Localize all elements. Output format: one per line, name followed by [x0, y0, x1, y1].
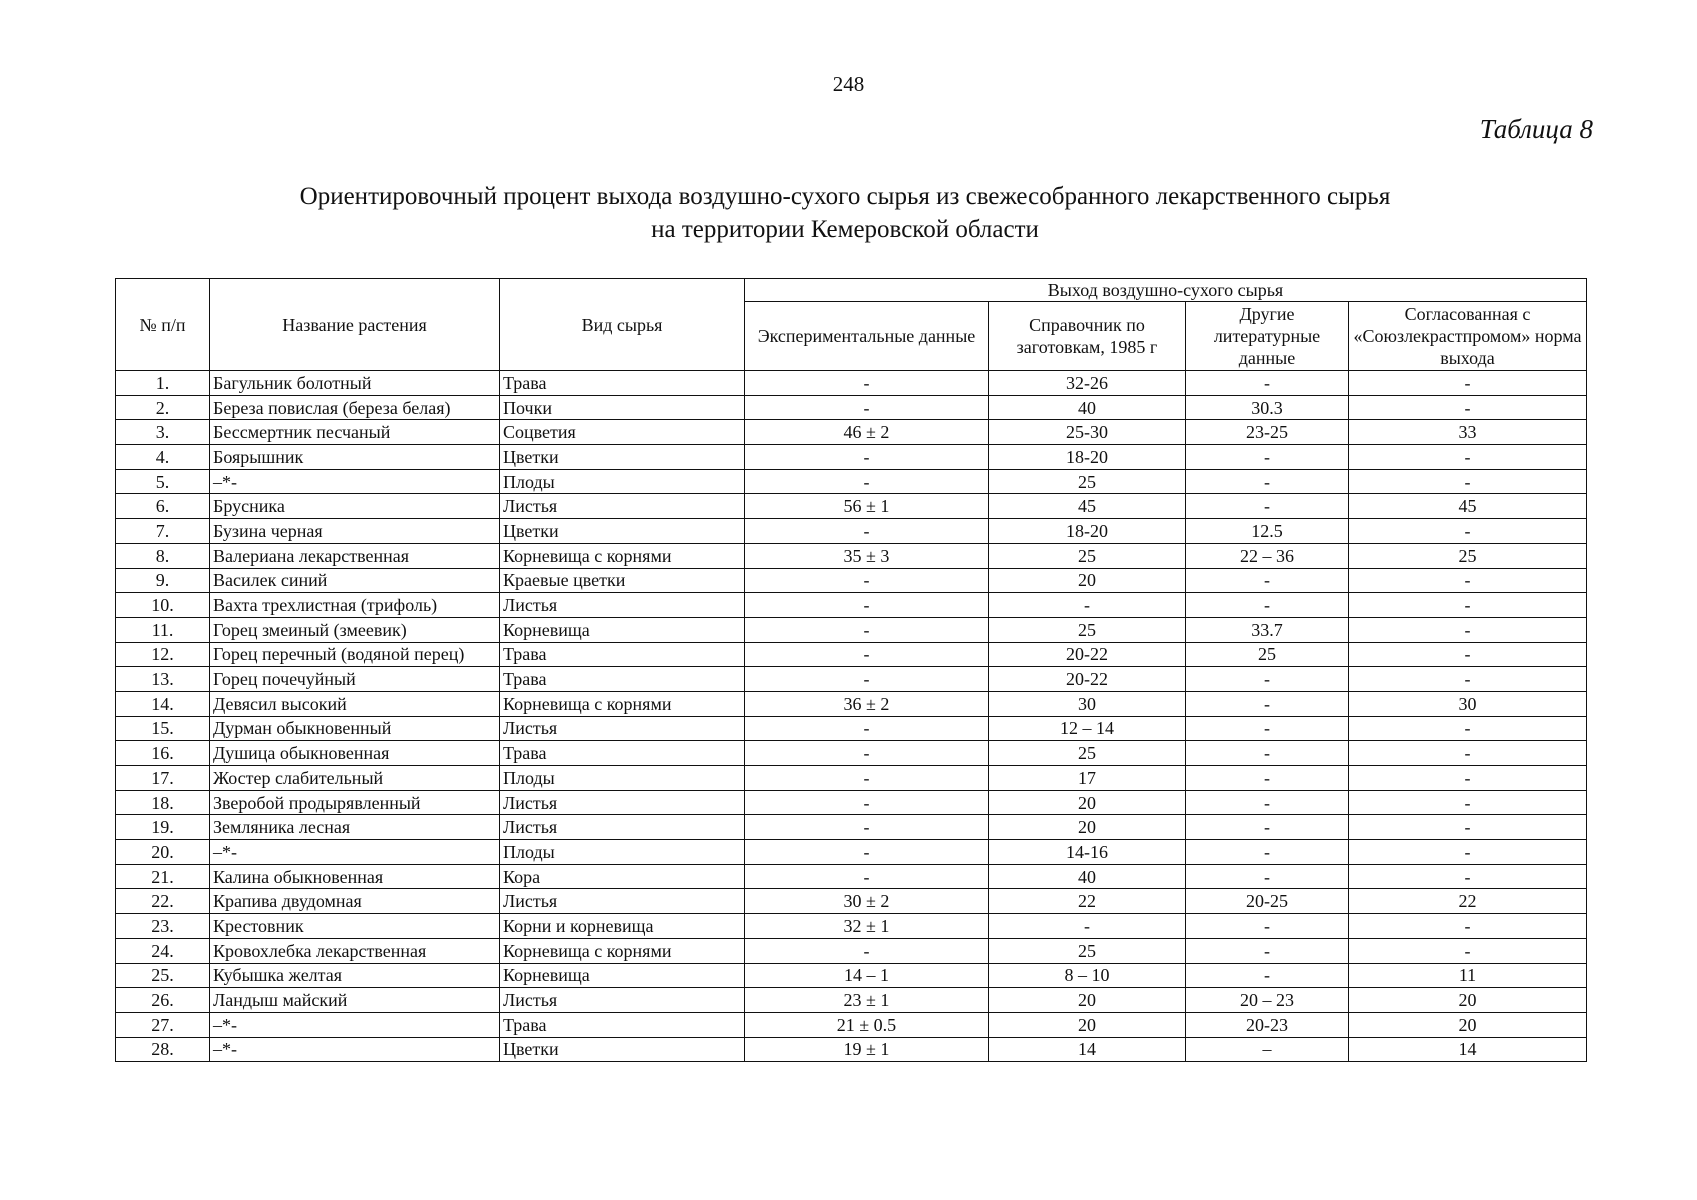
table-row	[116, 593, 1587, 618]
cell-ref: 20	[989, 1012, 1186, 1037]
cell-exp: -	[745, 617, 989, 642]
cell-raw: Корни и корневища	[500, 914, 745, 939]
cell-raw: Корневища с корнями	[500, 938, 745, 963]
table-row	[116, 469, 1587, 494]
cell-lit: -	[1186, 494, 1349, 519]
title-line-2: на территории Кемеровской области	[651, 216, 1039, 243]
cell-norm: -	[1349, 395, 1587, 420]
cell-norm: 11	[1349, 963, 1587, 988]
cell-exp: -	[745, 716, 989, 741]
cell-exp: -	[745, 840, 989, 865]
cell-name: Кубышка желтая	[210, 963, 500, 988]
cell-norm: 25	[1349, 543, 1587, 568]
cell-lit: -	[1186, 963, 1349, 988]
cell-name: Горец почечуйный	[210, 667, 500, 692]
cell-ref: 25	[989, 543, 1186, 568]
cell-norm: 33	[1349, 420, 1587, 445]
cell-name: Девясил высокий	[210, 691, 500, 716]
cell-ref: 22	[989, 889, 1186, 914]
cell-lit: -	[1186, 371, 1349, 396]
cell-num: 11.	[116, 617, 210, 642]
cell-name: –*-	[210, 1012, 500, 1037]
table-row	[116, 815, 1587, 840]
cell-lit: -	[1186, 840, 1349, 865]
cell-norm: 20	[1349, 988, 1587, 1013]
cell-exp: -	[745, 445, 989, 470]
cell-lit: -	[1186, 914, 1349, 939]
cell-ref: -	[989, 593, 1186, 618]
cell-name: Багульник болотный	[210, 371, 500, 396]
table-row	[116, 963, 1587, 988]
cell-ref: 12 – 14	[989, 716, 1186, 741]
cell-name: Калина обыкновенная	[210, 864, 500, 889]
cell-norm: -	[1349, 371, 1587, 396]
cell-exp: -	[745, 568, 989, 593]
cell-exp: -	[745, 864, 989, 889]
cell-lit: -	[1186, 593, 1349, 618]
header-name: Название растения	[210, 279, 500, 371]
cell-exp: -	[745, 593, 989, 618]
table-row	[116, 395, 1587, 420]
cell-exp: 32 ± 1	[745, 914, 989, 939]
cell-raw: Трава	[500, 741, 745, 766]
cell-exp: -	[745, 371, 989, 396]
cell-num: 2.	[116, 395, 210, 420]
table-row	[116, 716, 1587, 741]
cell-name: Вахта трехлистная (трифоль)	[210, 593, 500, 618]
cell-num: 7.	[116, 519, 210, 544]
cell-lit: -	[1186, 716, 1349, 741]
cell-lit: 20-23	[1186, 1012, 1349, 1037]
table-row	[116, 617, 1587, 642]
cell-raw: Плоды	[500, 766, 745, 791]
cell-norm: -	[1349, 790, 1587, 815]
cell-num: 12.	[116, 642, 210, 667]
cell-name: Душица обыкновенная	[210, 741, 500, 766]
data-table	[115, 278, 1587, 1062]
table-row	[116, 420, 1587, 445]
cell-lit: 33.7	[1186, 617, 1349, 642]
cell-raw: Листья	[500, 815, 745, 840]
header-row-group	[116, 279, 1587, 302]
cell-ref: -	[989, 914, 1186, 939]
cell-num: 24.	[116, 938, 210, 963]
cell-norm: 30	[1349, 691, 1587, 716]
cell-exp: -	[745, 741, 989, 766]
cell-lit: -	[1186, 766, 1349, 791]
cell-exp: -	[745, 815, 989, 840]
cell-norm: -	[1349, 469, 1587, 494]
cell-raw: Кора	[500, 864, 745, 889]
cell-raw: Краевые цветки	[500, 568, 745, 593]
cell-lit: -	[1186, 568, 1349, 593]
cell-raw: Трава	[500, 642, 745, 667]
cell-lit: -	[1186, 938, 1349, 963]
cell-exp: -	[745, 395, 989, 420]
cell-exp: -	[745, 667, 989, 692]
cell-num: 10.	[116, 593, 210, 618]
cell-name: Крапива двудомная	[210, 889, 500, 914]
cell-exp: -	[745, 766, 989, 791]
cell-num: 13.	[116, 667, 210, 692]
cell-exp: 30 ± 2	[745, 889, 989, 914]
header-norm: Согласованная с «Союзлекрастпромом» норма выхода	[1349, 302, 1587, 371]
header-yield-group: Выход воздушно-сухого сырья	[745, 279, 1587, 302]
cell-ref: 25	[989, 938, 1186, 963]
header-lit: Другие литературные данные	[1186, 302, 1349, 371]
cell-name: Ландыш майский	[210, 988, 500, 1013]
cell-num: 25.	[116, 963, 210, 988]
cell-ref: 20-22	[989, 642, 1186, 667]
cell-raw: Трава	[500, 667, 745, 692]
cell-num: 20.	[116, 840, 210, 865]
cell-raw: Корневища с корнями	[500, 691, 745, 716]
cell-norm: -	[1349, 445, 1587, 470]
cell-raw: Листья	[500, 790, 745, 815]
cell-ref: 20	[989, 790, 1186, 815]
cell-exp: 19 ± 1	[745, 1037, 989, 1062]
cell-norm: -	[1349, 568, 1587, 593]
cell-exp: -	[745, 469, 989, 494]
cell-num: 22.	[116, 889, 210, 914]
cell-norm: -	[1349, 716, 1587, 741]
table-row	[116, 741, 1587, 766]
cell-lit: -	[1186, 445, 1349, 470]
cell-ref: 25	[989, 741, 1186, 766]
title-line-1: Ориентировочный процент выхода воздушно-сухого сырья из свежесобранного лекарственного сырья	[299, 183, 1391, 210]
cell-exp: 23 ± 1	[745, 988, 989, 1013]
cell-norm: -	[1349, 667, 1587, 692]
cell-exp: 46 ± 2	[745, 420, 989, 445]
cell-name: Зверобой продырявленный	[210, 790, 500, 815]
cell-name: Дурман обыкновенный	[210, 716, 500, 741]
table-row	[116, 543, 1587, 568]
cell-name: –*-	[210, 840, 500, 865]
cell-exp: -	[745, 938, 989, 963]
cell-exp: 36 ± 2	[745, 691, 989, 716]
cell-norm: -	[1349, 593, 1587, 618]
table-row	[116, 371, 1587, 396]
cell-name: Василек синий	[210, 568, 500, 593]
cell-raw: Плоды	[500, 840, 745, 865]
cell-lit: 23-25	[1186, 420, 1349, 445]
cell-raw: Листья	[500, 593, 745, 618]
cell-norm: -	[1349, 766, 1587, 791]
cell-name: Горец перечный (водяной перец)	[210, 642, 500, 667]
table-caption: Таблица 8	[1479, 114, 1593, 144]
cell-norm: -	[1349, 938, 1587, 963]
document-title	[255, 180, 1435, 246]
cell-num: 8.	[116, 543, 210, 568]
table-row	[116, 445, 1587, 470]
cell-lit: -	[1186, 667, 1349, 692]
cell-name: Кровохлебка лекарственная	[210, 938, 500, 963]
cell-ref: 17	[989, 766, 1186, 791]
cell-num: 4.	[116, 445, 210, 470]
cell-num: 3.	[116, 420, 210, 445]
cell-num: 14.	[116, 691, 210, 716]
cell-ref: 45	[989, 494, 1186, 519]
cell-raw: Листья	[500, 494, 745, 519]
cell-norm: 22	[1349, 889, 1587, 914]
cell-num: 6.	[116, 494, 210, 519]
header-exp: Экспериментальные данные	[745, 302, 989, 371]
cell-ref: 20	[989, 815, 1186, 840]
cell-num: 28.	[116, 1037, 210, 1062]
table-row	[116, 691, 1587, 716]
table-row	[116, 494, 1587, 519]
cell-lit: 30.3	[1186, 395, 1349, 420]
cell-ref: 25	[989, 617, 1186, 642]
cell-raw: Корневища	[500, 617, 745, 642]
cell-ref: 32-26	[989, 371, 1186, 396]
cell-ref: 30	[989, 691, 1186, 716]
cell-name: Валериана лекарственная	[210, 543, 500, 568]
cell-norm: -	[1349, 642, 1587, 667]
cell-raw: Трава	[500, 371, 745, 396]
cell-lit: 20 – 23	[1186, 988, 1349, 1013]
cell-raw: Листья	[500, 889, 745, 914]
cell-num: 27.	[116, 1012, 210, 1037]
cell-raw: Листья	[500, 988, 745, 1013]
table-body	[116, 371, 1587, 1062]
cell-raw: Корневища с корнями	[500, 543, 745, 568]
cell-raw: Трава	[500, 1012, 745, 1037]
table-row	[116, 1012, 1587, 1037]
cell-name: Бессмертник песчаный	[210, 420, 500, 445]
cell-norm: -	[1349, 914, 1587, 939]
cell-raw: Листья	[500, 716, 745, 741]
cell-name: Земляника лесная	[210, 815, 500, 840]
cell-exp: 21 ± 0.5	[745, 1012, 989, 1037]
cell-num: 9.	[116, 568, 210, 593]
table-row	[116, 864, 1587, 889]
cell-exp: -	[745, 642, 989, 667]
cell-ref: 20	[989, 988, 1186, 1013]
header-num: № п/п	[116, 279, 210, 371]
cell-num: 1.	[116, 371, 210, 396]
cell-lit: -	[1186, 741, 1349, 766]
cell-name: Бузина черная	[210, 519, 500, 544]
cell-ref: 18-20	[989, 519, 1186, 544]
cell-raw: Соцветия	[500, 420, 745, 445]
cell-name: –*-	[210, 1037, 500, 1062]
cell-ref: 25	[989, 469, 1186, 494]
cell-norm: 14	[1349, 1037, 1587, 1062]
cell-name: Боярышник	[210, 445, 500, 470]
table-row	[116, 667, 1587, 692]
cell-raw: Цветки	[500, 519, 745, 544]
cell-name: –*-	[210, 469, 500, 494]
cell-lit: -	[1186, 864, 1349, 889]
cell-lit: -	[1186, 815, 1349, 840]
cell-ref: 14	[989, 1037, 1186, 1062]
cell-norm: -	[1349, 519, 1587, 544]
cell-name: Жостер слабительный	[210, 766, 500, 791]
cell-lit: –	[1186, 1037, 1349, 1062]
cell-name: Крестовник	[210, 914, 500, 939]
table-row	[116, 988, 1587, 1013]
cell-lit: 12.5	[1186, 519, 1349, 544]
table-row	[116, 790, 1587, 815]
table-row	[116, 938, 1587, 963]
cell-raw: Цветки	[500, 1037, 745, 1062]
cell-num: 17.	[116, 766, 210, 791]
cell-norm: -	[1349, 815, 1587, 840]
cell-num: 15.	[116, 716, 210, 741]
cell-raw: Цветки	[500, 445, 745, 470]
cell-ref: 40	[989, 864, 1186, 889]
cell-num: 21.	[116, 864, 210, 889]
cell-norm: -	[1349, 741, 1587, 766]
cell-lit: -	[1186, 790, 1349, 815]
header-ref: Справочник по заготовкам, 1985 г	[989, 302, 1186, 371]
cell-ref: 8 – 10	[989, 963, 1186, 988]
cell-norm: -	[1349, 617, 1587, 642]
cell-name: Береза повислая (береза белая)	[210, 395, 500, 420]
cell-exp: 14 – 1	[745, 963, 989, 988]
cell-ref: 18-20	[989, 445, 1186, 470]
table-row	[116, 889, 1587, 914]
table-row	[116, 642, 1587, 667]
cell-lit: 22 – 36	[1186, 543, 1349, 568]
cell-ref: 40	[989, 395, 1186, 420]
cell-lit: 25	[1186, 642, 1349, 667]
cell-num: 16.	[116, 741, 210, 766]
cell-num: 23.	[116, 914, 210, 939]
table-row	[116, 914, 1587, 939]
page-number: 248	[832, 72, 865, 96]
cell-name: Брусника	[210, 494, 500, 519]
table-row	[116, 1037, 1587, 1062]
table-row	[116, 766, 1587, 791]
cell-num: 19.	[116, 815, 210, 840]
cell-num: 26.	[116, 988, 210, 1013]
cell-num: 5.	[116, 469, 210, 494]
cell-lit: 20-25	[1186, 889, 1349, 914]
cell-exp: 56 ± 1	[745, 494, 989, 519]
cell-ref: 25-30	[989, 420, 1186, 445]
cell-ref: 20	[989, 568, 1186, 593]
cell-lit: -	[1186, 691, 1349, 716]
cell-exp: -	[745, 790, 989, 815]
cell-num: 18.	[116, 790, 210, 815]
cell-norm: -	[1349, 864, 1587, 889]
cell-ref: 14-16	[989, 840, 1186, 865]
cell-norm: -	[1349, 840, 1587, 865]
cell-norm: 20	[1349, 1012, 1587, 1037]
cell-exp: 35 ± 3	[745, 543, 989, 568]
header-raw: Вид сырья	[500, 279, 745, 371]
cell-ref: 20-22	[989, 667, 1186, 692]
cell-norm: 45	[1349, 494, 1587, 519]
cell-raw: Плоды	[500, 469, 745, 494]
table-row	[116, 840, 1587, 865]
cell-name: Горец змеиный (змеевик)	[210, 617, 500, 642]
cell-exp: -	[745, 519, 989, 544]
cell-raw: Почки	[500, 395, 745, 420]
table-row	[116, 519, 1587, 544]
table-row	[116, 568, 1587, 593]
cell-raw: Корневища	[500, 963, 745, 988]
cell-lit: -	[1186, 469, 1349, 494]
